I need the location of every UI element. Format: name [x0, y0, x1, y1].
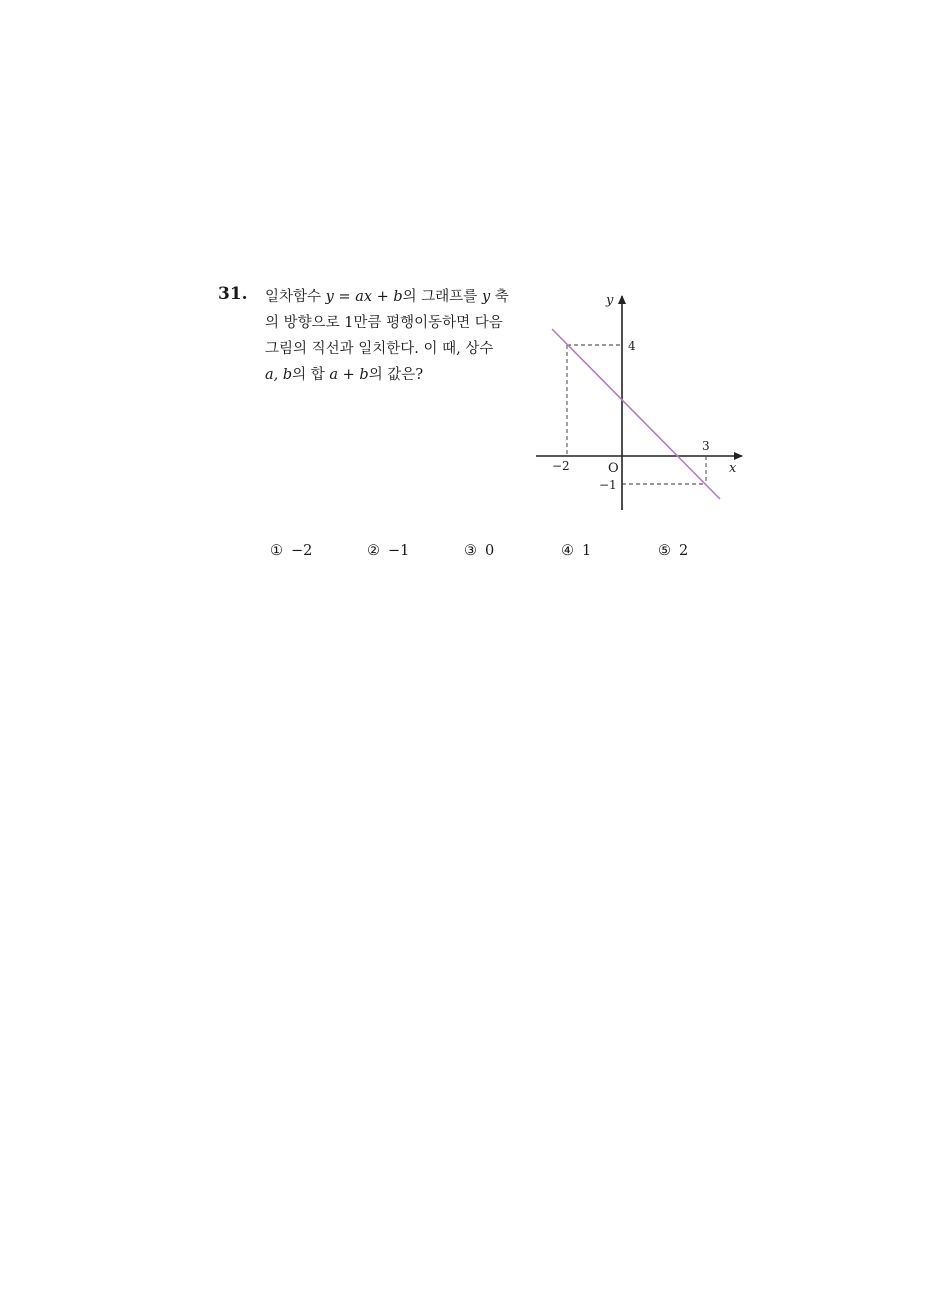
choice-1[interactable]: [270, 543, 312, 559]
y-axis-label: y: [606, 293, 614, 308]
choice-2[interactable]: [367, 543, 409, 559]
stem-math: a + b: [329, 367, 369, 383]
choice-value: 0: [485, 543, 495, 559]
choice-4[interactable]: [561, 543, 591, 559]
origin-label: O: [608, 461, 619, 476]
stem-math: y: [481, 289, 491, 305]
choice-mark: ⑤: [658, 543, 671, 559]
question-stem: [265, 284, 525, 388]
choice-value: −2: [291, 543, 313, 559]
tick-label-y-4: 4: [628, 339, 636, 353]
stem-line-3: 그림의 직선과 일치한다. 이 때, 상수: [265, 341, 494, 357]
coordinate-plane: [528, 288, 752, 518]
choice-mark: ②: [367, 543, 380, 559]
x-axis-label: x: [729, 461, 737, 476]
choice-5[interactable]: [658, 543, 688, 559]
stem-text: 의 그래프를: [402, 289, 482, 305]
stem-math: y = ax + b: [325, 289, 403, 305]
choice-value: −1: [388, 543, 410, 559]
stem-line-1: [265, 284, 525, 310]
stem-line-2: 의 방향으로 1만큼 평행이동하면 다음: [265, 315, 503, 331]
stem-text: 일차함수: [265, 289, 326, 305]
tick-label-y-neg1: −1: [599, 478, 617, 492]
stem-math: a, b: [265, 367, 293, 383]
stem-text: 의 합: [292, 367, 330, 383]
stem-text: 의 값은?: [368, 367, 424, 383]
graph-figure: [528, 288, 752, 518]
question-number: 31.: [218, 284, 248, 304]
choice-mark: ③: [464, 543, 477, 559]
answer-choices: [270, 543, 730, 567]
tick-label-x-3: 3: [702, 439, 710, 453]
choice-value: 2: [679, 543, 689, 559]
choice-3[interactable]: [464, 543, 494, 559]
choice-mark: ①: [270, 543, 283, 559]
choice-mark: ④: [561, 543, 574, 559]
stem-text: 축: [490, 289, 509, 305]
graph-line: [552, 329, 720, 499]
tick-label-x-neg2: −2: [552, 459, 570, 473]
choice-value: 1: [582, 543, 592, 559]
stem-line-4: [265, 362, 525, 388]
